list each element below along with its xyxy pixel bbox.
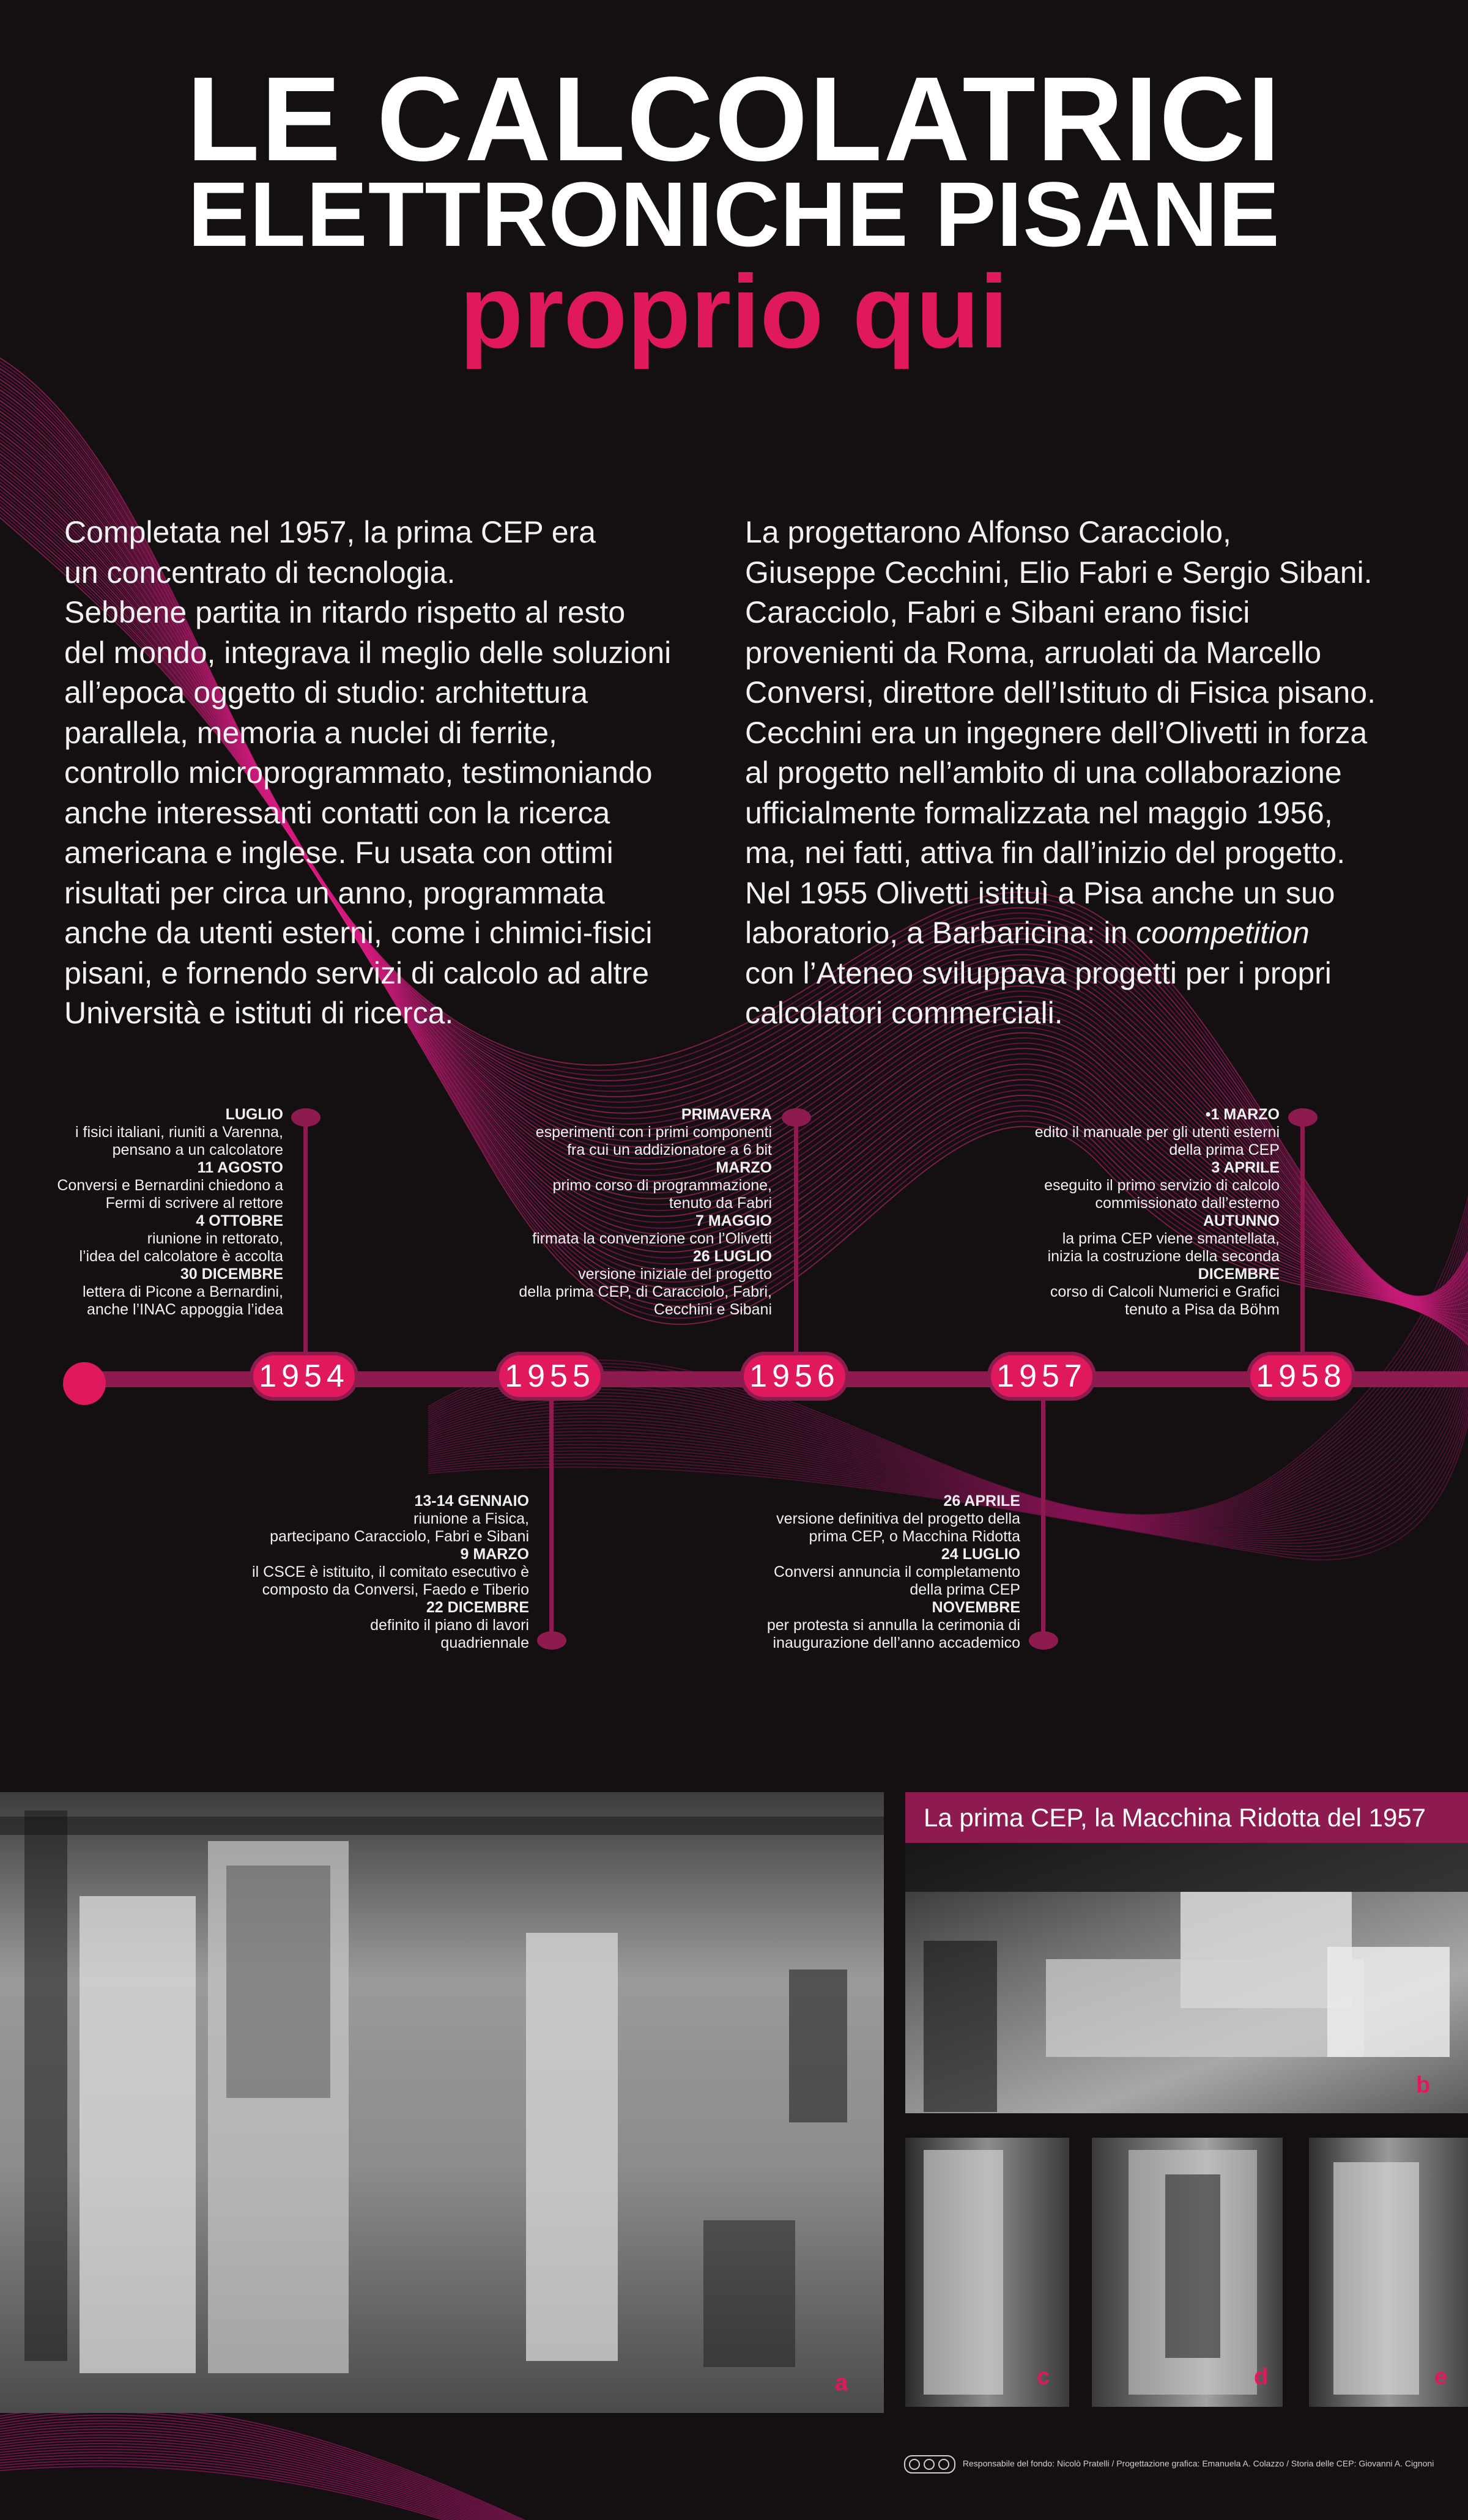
event-label: AUTUNNO — [1203, 1212, 1280, 1229]
event-text: esperimenti con i primi componenti — [535, 1124, 772, 1141]
creative-commons-icon — [904, 2455, 955, 2474]
event-label: MARZO — [716, 1159, 772, 1176]
event-text: Conversi annuncia il completamento — [774, 1563, 1020, 1581]
intro-line: Giuseppe Cecchini, Elio Fabri e Sergio Sibani. — [745, 555, 1373, 590]
year-pill-1954: 1954 — [250, 1352, 358, 1401]
intro-line: Nel 1955 Olivetti istituì a Pisa anche un suo — [745, 875, 1335, 910]
intro-line: provenienti da Roma, arruolati da Marcello — [745, 635, 1322, 670]
event-text: prima CEP, o Macchina Ridotta — [809, 1528, 1020, 1545]
event-text: Cecchini e Sibani — [653, 1301, 772, 1318]
intro-line: all’epoca oggetto di studio: architettura — [64, 675, 588, 710]
intro-line: La progettarono Alfonso Caracciolo, — [745, 515, 1231, 549]
intro-line: risultati per circa un anno, programmata — [64, 875, 605, 910]
intro-line: Sebbene partita in ritardo rispetto al resto — [64, 595, 626, 629]
event-text: della prima CEP, di Caracciolo, Fabri, — [519, 1283, 772, 1300]
event-text: corso di Calcoli Numerici e Grafici — [1050, 1283, 1280, 1300]
intro-left-paragraph — [64, 513, 713, 1034]
intro-line: controllo microprogrammato, testimoniando — [64, 755, 653, 790]
intro-line — [745, 913, 1448, 954]
photo-b-cep-console — [905, 1843, 1468, 2113]
title-line-2: ELETTRONICHE PISANE — [188, 163, 1280, 265]
events-1954 — [57, 1106, 283, 1319]
timeline-stem-1958 — [1300, 1119, 1305, 1370]
intro-right-paragraph — [745, 513, 1448, 1034]
intro-line-text: laboratorio, a Barbaricina: in — [745, 916, 1128, 950]
event-label: 4 OTTOBRE — [196, 1212, 283, 1229]
event-text: inaugurazione dell’anno accademico — [773, 1634, 1020, 1651]
event-text: l’idea del calcolatore è accolta — [79, 1248, 283, 1265]
event-text: partecipano Caracciolo, Fabri e Sibani — [270, 1528, 529, 1545]
intro-italic-word: coompetition — [1136, 916, 1310, 950]
event-text: composto da Conversi, Faedo e Tiberio — [262, 1581, 529, 1598]
intro-line: ufficialmente formalizzata nel maggio 1956, — [745, 795, 1333, 830]
event-text: tenuto da Fabri — [669, 1195, 772, 1212]
title-line-3: proprio qui — [459, 254, 1009, 370]
intro-line: Cecchini era un ingegnere dell’Olivetti in forza — [745, 715, 1368, 750]
event-text: riunione in rettorato, — [147, 1230, 283, 1247]
title-line-1: LE CALCOLATRICI — [186, 52, 1282, 186]
timeline-stem-dot-1955 — [537, 1631, 566, 1650]
event-text: pensano a un calcolatore — [112, 1141, 283, 1158]
events-1956 — [519, 1106, 772, 1319]
timeline-stem-dot-1956 — [782, 1108, 811, 1127]
intro-line: pisani, e fornendo servizi di calcolo ad altre — [64, 955, 650, 990]
event-label: PRIMAVERA — [681, 1106, 772, 1123]
event-text: la prima CEP viene smantellata, — [1062, 1230, 1280, 1247]
timeline-stem-dot-1957 — [1029, 1631, 1058, 1650]
event-text: edito il manuale per gli utenti esterni — [1034, 1124, 1280, 1141]
intro-line: al progetto nell’ambito di una collaborazione — [745, 755, 1342, 790]
event-label: 22 DICEMBRE — [426, 1599, 529, 1616]
timeline-stem-1956 — [794, 1119, 798, 1370]
intro-line: parallela, memoria a nuclei di ferrite, — [64, 715, 557, 750]
intro-line: del mondo, integrava il meglio delle soluzioni — [64, 635, 672, 670]
event-text: della prima CEP — [910, 1581, 1020, 1598]
event-text: i fisici italiani, riuniti a Varenna, — [75, 1124, 283, 1141]
event-text: inizia la costruzione della seconda — [1047, 1248, 1280, 1265]
event-label: 9 MARZO — [460, 1546, 529, 1563]
events-1955 — [252, 1492, 529, 1652]
photo-e-cep-panel — [1309, 2138, 1468, 2407]
event-text: eseguito il primo servizio di calcolo — [1044, 1177, 1280, 1194]
event-text: anche l’INAC appoggia l’idea — [86, 1301, 283, 1318]
year-pill-1958: 1958 — [1247, 1352, 1355, 1401]
event-label: 3 APRILE — [1211, 1159, 1280, 1176]
event-label: 26 LUGLIO — [692, 1248, 772, 1265]
events-1958 — [1035, 1106, 1280, 1319]
intro-line: un concentrato di tecnologia. — [64, 555, 456, 590]
intro-line: calcolatori commerciali. — [745, 996, 1063, 1030]
timeline-stem-1954 — [303, 1119, 308, 1370]
event-label: 26 APRILE — [943, 1492, 1020, 1510]
photo-caption: La prima CEP, la Macchina Ridotta del 1957 — [905, 1792, 1468, 1843]
photo-c-cep-rack — [905, 2138, 1069, 2407]
credits-text: Responsabile del fondo: Nicolò Pratelli / Progettazione grafica: Emanuela A. Colazzo / Storia delle CEP: Giovanni A. Cignoni — [962, 2458, 1434, 2469]
timeline-stem-1957 — [1041, 1388, 1045, 1639]
timeline-start-dot — [63, 1362, 106, 1405]
year-pill-1955: 1955 — [495, 1352, 604, 1401]
timeline-stem-dot-1958 — [1288, 1108, 1318, 1127]
event-text: Conversi e Bernardini chiedono a — [57, 1177, 283, 1194]
event-label: DICEMBRE — [1198, 1266, 1280, 1283]
event-text: commissionato dall’esterno — [1095, 1195, 1280, 1212]
event-label: 30 DICEMBRE — [180, 1266, 283, 1283]
event-text: Fermi di scrivere al rettore — [105, 1195, 283, 1212]
photo-d-cep-cabinets — [1092, 2138, 1283, 2407]
timeline-stem-1955 — [549, 1388, 554, 1639]
intro-line: ma, nei fatti, attiva fin dall’inizio del progetto. — [745, 836, 1346, 870]
photo-a-cep-machine-room — [0, 1792, 884, 2413]
intro-line: con l’Ateneo sviluppava progetti per i propri — [745, 955, 1332, 990]
intro-line: americana e inglese. Fu usata con ottimi — [64, 836, 614, 870]
event-label: 24 LUGLIO — [941, 1546, 1020, 1563]
event-text: fra cui un addizionatore a 6 bit — [567, 1141, 772, 1158]
event-text: versione definitiva del progetto della — [776, 1510, 1020, 1527]
photo-letter-a: a — [835, 2370, 848, 2396]
intro-line: Conversi, direttore dell’Istituto di Fisica pisano. — [745, 675, 1376, 710]
intro-line: Università e istituti di ricerca. — [64, 996, 454, 1030]
event-text: primo corso di programmazione, — [552, 1177, 772, 1194]
event-label: •1 MARZO — [1205, 1106, 1280, 1123]
events-1957 — [767, 1492, 1020, 1652]
credits — [904, 2455, 1434, 2474]
event-label: 11 AGOSTO — [197, 1159, 283, 1176]
timeline-stem-dot-1954 — [291, 1108, 321, 1127]
event-text: firmata la convenzione con l’Olivetti — [532, 1230, 772, 1247]
event-text: della prima CEP — [1169, 1141, 1280, 1158]
event-text: per protesta si annulla la cerimonia di — [766, 1617, 1020, 1634]
event-label: 7 MAGGIO — [695, 1212, 772, 1229]
intro-line: Caracciolo, Fabri e Sibani erano fisici — [745, 595, 1250, 629]
event-text: quadriennale — [440, 1634, 529, 1651]
intro-line: anche interessanti contatti con la ricerca — [64, 795, 610, 830]
event-text: tenuto a Pisa da Böhm — [1125, 1301, 1280, 1318]
event-text: definito il piano di lavori — [370, 1617, 529, 1634]
photo-letter-c: c — [1037, 2364, 1050, 2390]
photo-letter-e: e — [1434, 2364, 1448, 2390]
event-text: lettera di Picone a Bernardini, — [83, 1283, 283, 1300]
event-label: NOVEMBRE — [932, 1599, 1020, 1616]
photo-letter-d: d — [1254, 2364, 1269, 2390]
event-text: riunione a Fisica, — [413, 1510, 529, 1527]
event-text: versione iniziale del progetto — [578, 1266, 772, 1283]
year-pill-1957: 1957 — [987, 1352, 1096, 1401]
event-label: 13-14 GENNAIO — [414, 1492, 529, 1510]
event-text: il CSCE è istituito, il comitato esecutivo è — [252, 1563, 529, 1581]
intro-line: anche da utenti esterni, come i chimici-fisici — [64, 916, 653, 950]
intro-line: Completata nel 1957, la prima CEP era — [64, 515, 596, 549]
photo-letter-b: b — [1416, 2072, 1431, 2098]
year-pill-1956: 1956 — [740, 1352, 849, 1401]
event-label: LUGLIO — [225, 1106, 283, 1123]
